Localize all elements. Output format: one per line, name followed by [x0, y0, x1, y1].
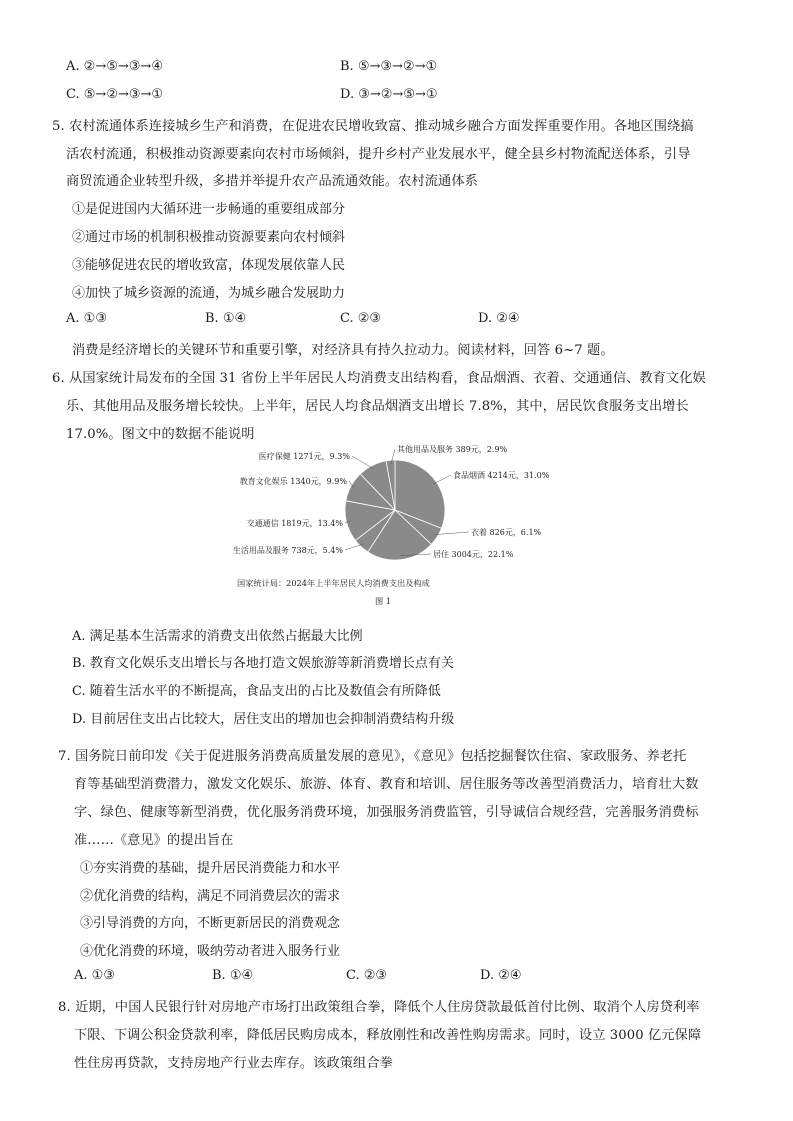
q5-option-c: C. ②③: [340, 311, 382, 326]
figure-label: 图 1: [375, 596, 391, 606]
q5-statement-4: ④加快了城乡资源的流通，为城乡融合发展助力: [72, 286, 346, 301]
q4-option-c: C. ⑤→②→③→①: [66, 87, 164, 102]
q6-line-3: 17.0%。图文中的数据不能说明: [66, 427, 255, 442]
q7-line-4: 准……《意见》的提出旨在: [74, 833, 234, 848]
q7-statement-3: ③引导消费的方向，不断更新居民的消费观念: [80, 916, 341, 931]
q8-line-2: 下限、下调公积金贷款利率，降低居民购房成本，释放刚性和改善性购房需求。同时，设立 3000 亿元保障: [74, 1028, 702, 1043]
q8-line-3: 性住房再贷款，支持房地产行业去库存。该政策组合拳: [74, 1056, 393, 1071]
q6-option-c: C. 随着生活水平的不断提高，食品支出的占比及数值会有所降低: [72, 684, 441, 699]
q4-option-a: A. ②→⑤→③→④: [66, 59, 163, 74]
q5-statement-1: ①是促进国内大循环进一步畅通的重要组成部分: [72, 202, 346, 217]
q7-statement-2: ②优化消费的结构，满足不同消费层次的需求: [80, 889, 341, 904]
consumption-pie-chart: [225, 440, 565, 610]
pie-leader-line: [352, 456, 374, 469]
pie-slice-label: 生活用品及服务 738元，5.4%: [232, 546, 343, 555]
q5-statement-3: ③能够促进农民的增收致富，体现发展依靠人民: [72, 258, 346, 273]
q5-statement-2: ②通过市场的机制积极推动资源要素向农村倾斜: [72, 230, 346, 245]
q7-statement-1: ①夯实消费的基础，提升居民消费能力和水平: [80, 861, 341, 876]
q7-line-2: 育等基础型消费潜力，激发文化娱乐、旅游、体育、教育和培训、居住服务等改善型消费活力，培育壮大数: [74, 777, 699, 792]
q4-option-b: B. ⑤→③→②→①: [340, 59, 438, 74]
q7-option-b: B. ①④: [212, 968, 254, 983]
q5-option-a: A. ①③: [66, 311, 107, 326]
q5-option-b: B. ①④: [205, 311, 247, 326]
q5-line-2: 活农村流通，积极推动资源要素向农村市场倾斜，提升乡村产业发展水平，健全县乡村物流配送体系，引导: [66, 147, 691, 162]
q7-option-d: D. ②④: [480, 968, 522, 983]
q6-line-2: 乐、其他用品及服务增长较快。上半年，居民人均食品烟酒支出增长 7.8%，其中，居民饮食服务支出增长: [66, 399, 689, 414]
pie-slice-label: 教育文化娱乐 1340元，9.9%: [239, 477, 347, 486]
q4-option-d: D. ③→②→⑤→①: [340, 87, 438, 102]
q6-option-a: A. 满足基本生活需求的消费支出依然占据最大比例: [72, 629, 363, 644]
q5-line-3: 商贸流通企业转型升级，多措并举提升农产品流通效能。农村流通体系: [66, 174, 478, 189]
pie-slice-label: 交通通信 1819元，13.4%: [246, 519, 343, 528]
q6-line-1: 6. 从国家统计局发布的全国 31 省份上半年居民人均消费支出结构看，食品烟酒、衣着、交通通信、教育文化娱: [52, 371, 706, 386]
q5-line-1: 5. 农村流通体系连接城乡生产和消费，在促进农民增收致富、推动城乡融合方面发挥重要作用。各地区围绕搞: [52, 119, 694, 134]
q7-line-3: 字、绿色、健康等新型消费，优化服务消费环境，加强服务消费监管，引导诚信合规经营，完善服务消费标: [74, 805, 699, 820]
pie-slice-label: 衣着 826元，6.1%: [471, 528, 542, 537]
q7-option-c: C. ②③: [346, 968, 388, 983]
q7-option-a: A. ①③: [74, 968, 115, 983]
pie-slice-label: 居住 3004元，22.1%: [433, 550, 514, 559]
q7-statement-4: ④优化消费的环境，吸纳劳动者进入服务行业: [80, 944, 341, 959]
q5-option-d: D. ②④: [478, 311, 520, 326]
chart-caption: 国家统计局：2024年上半年居民人均消费支出及构成: [237, 578, 430, 588]
pie-slice-label: 食品烟酒 4214元，31.0%: [453, 471, 550, 480]
q6-option-b: B. 教育文化娱乐支出增长与各地打造文娱旅游等新消费增长点有关: [72, 656, 454, 671]
pie-leader-line: [433, 475, 451, 484]
q8-line-1: 8. 近期，中国人民银行针对房地产市场打出政策组合拳，降低个人住房贷款最低首付比例、取消个人房贷利率: [58, 1000, 700, 1015]
intro-6-7: 消费是经济增长的关键环节和重要引擎，对经济具有持久拉动力。阅读材料，回答 6~7 题。: [72, 343, 614, 358]
pie-slice-label: 其他用品及服务 389元，2.9%: [397, 445, 508, 454]
q6-option-d: D. 目前居住支出占比较大，居住支出的增加也会抑制消费结构升级: [72, 712, 455, 727]
pie-slice-label: 医疗保健 1271元，9.3%: [258, 452, 350, 461]
q7-line-1: 7. 国务院日前印发《关于促进服务消费高质量发展的意见》，《意见》包括挖掘餐饮住宿、家政服务、养老托: [58, 749, 687, 764]
